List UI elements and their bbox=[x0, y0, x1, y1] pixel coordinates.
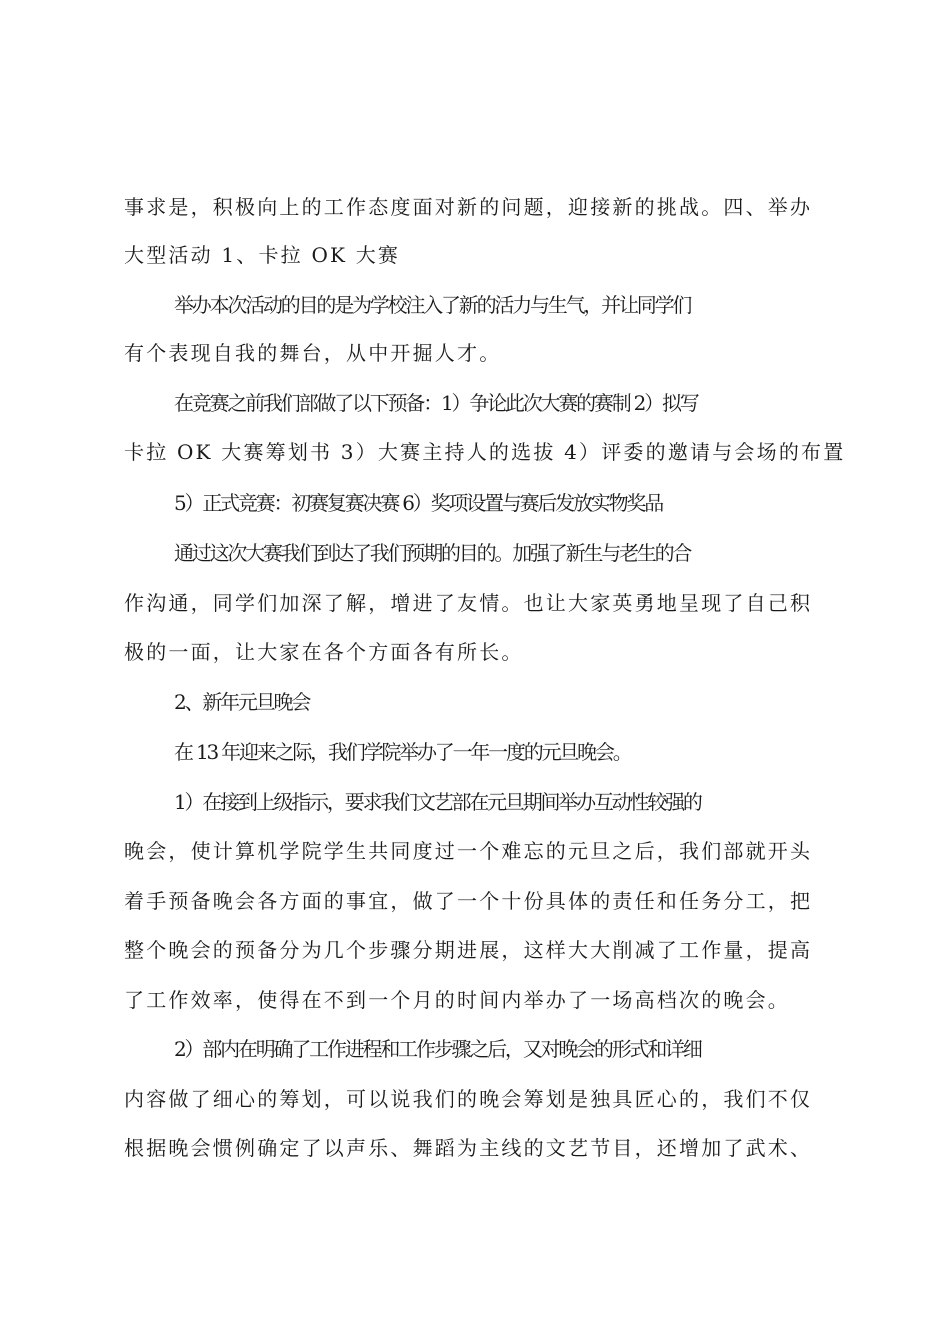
text-line: 了工作效率，使得在不到一个月的时间内举办了一场高档次的晚会。 bbox=[124, 988, 790, 1012]
text-line: 事求是，积极向上的工作态度面对新的问题，迎接新的挑战。四、举办 bbox=[124, 195, 813, 219]
text-line: 有个表现自我的舞台，从中开掘人才。 bbox=[124, 341, 502, 365]
text-line: 内容做了细心的筹划，可以说我们的晚会筹划是独具匠心的，我们不仅 bbox=[124, 1087, 813, 1111]
text-line: 1）在接到上级指示，要求我们文艺部在元旦期间举办互动性较强的 bbox=[174, 790, 701, 814]
text-line: 在竞赛之前我们部做了以下预备：1）争论此次大赛的赛制 2）拟写 bbox=[174, 391, 698, 415]
text-line: 极的一面，让大家在各个方面各有所长。 bbox=[124, 640, 524, 664]
text-line: 在 13 年迎来之际，我们学院举办了一年一度的元旦晚会。 bbox=[174, 740, 631, 764]
text-line: 晚会，使计算机学院学生共同度过一个难忘的元旦之后，我们部就开头 bbox=[124, 839, 813, 863]
text-line: 着手预备晚会各方面的事宜，做了一个十份具体的责任和任务分工，把 bbox=[124, 889, 813, 913]
text-line: 根据晚会惯例确定了以声乐、舞蹈为主线的文艺节目，还增加了武术、 bbox=[124, 1136, 813, 1160]
text-line: 作沟通，同学们加深了解，增进了友情。也让大家英勇地呈现了自己积 bbox=[124, 591, 813, 615]
text-line: 卡拉 OK 大赛筹划书 3）大赛主持人的选拔 4）评委的邀请与会场的布置 bbox=[124, 440, 846, 464]
text-line: 通过这次大赛我们到达了我们预期的目的。加强了新生与老生的合 bbox=[174, 541, 691, 565]
text-line: 5）正式竞赛：初赛复赛决赛 6）奖项设置与赛后发放实物奖品 bbox=[174, 491, 663, 515]
text-line: 整个晚会的预备分为几个步骤分期进展，这样大大削减了工作量，提高 bbox=[124, 938, 813, 962]
text-line: 2）部内在明确了工作进程和工作步骤之后，又对晚会的形式和详细 bbox=[174, 1037, 701, 1061]
text-line: 大型活动 1、卡拉 OK 大赛 bbox=[124, 243, 401, 267]
text-line: 举办本次活动的目的是为学校注入了新的活力与生气，并让同学们 bbox=[174, 293, 691, 317]
section-heading: 2、新年元旦晚会 bbox=[174, 690, 310, 714]
